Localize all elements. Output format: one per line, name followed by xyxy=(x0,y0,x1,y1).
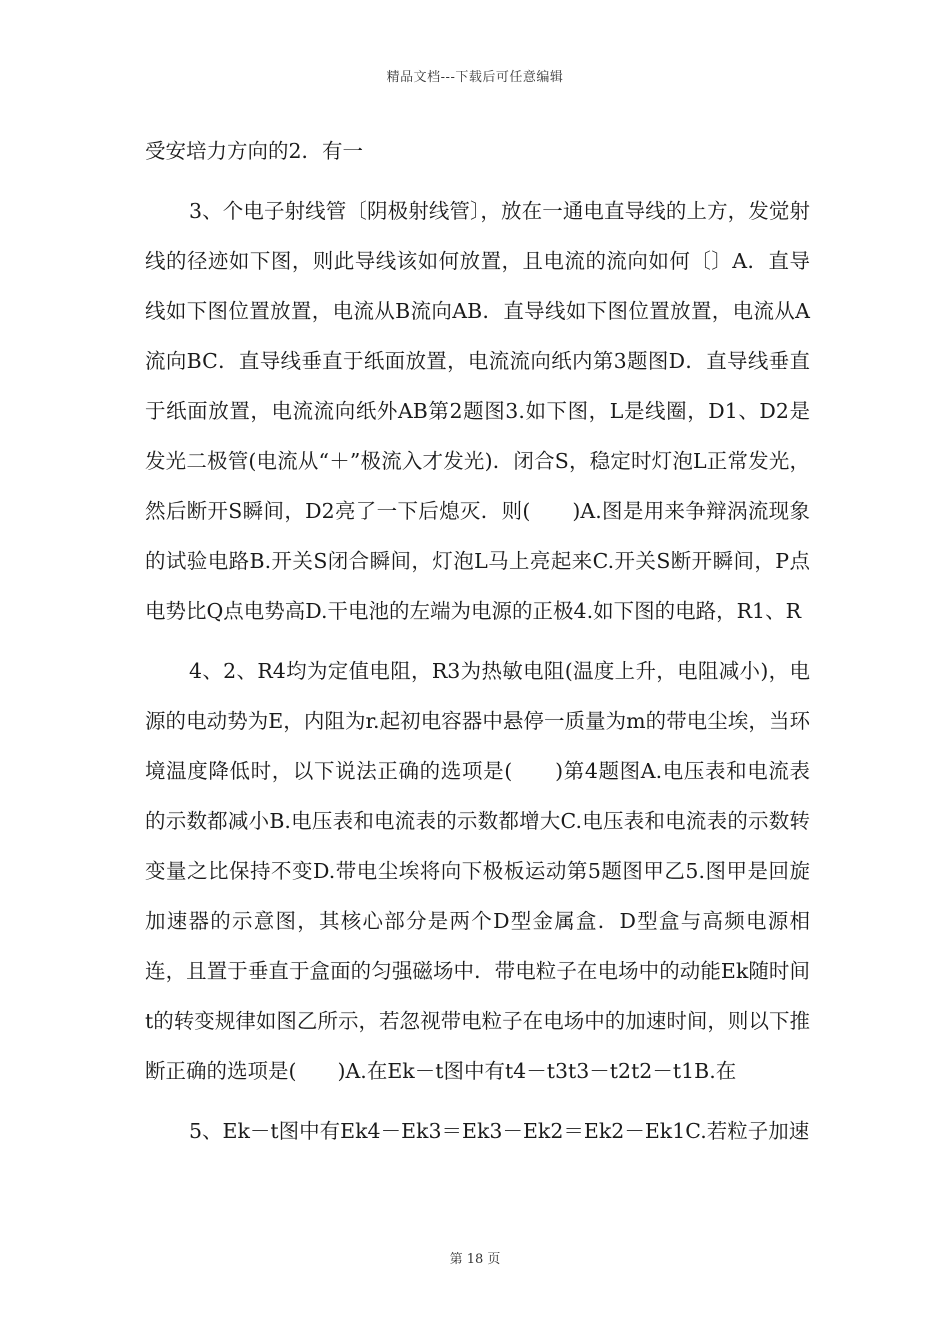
document-body xyxy=(145,126,810,1156)
paragraph: 受安培力方向的2．有一 xyxy=(145,139,364,163)
paragraph: 4、2、R4均为定值电阻，R3为热敏电阻(温度上升，电阻减小)，电源的电动势为E，内阻为r.起初电容器中悬停一质量为m的带电尘埃，当环境温度降低时，以下说法正确的选项是( )第4题图A.电压表和电流表的示数都减小B.电压表和电流表的示数都增大C.电压表和电流表的示数转变量之比保持不变D.带电尘埃将向下极板运动第5题图甲乙5.图甲是回旋加速器的示意图，其核心部分是两个D型金属盒．D型盒与高频电源相连，且置于垂直于盒面的匀强磁场中．带电粒子在电场中的动能Ek随时间t的转变规律如图乙所示，若忽视带电粒子在电场中的加速时间，则以下推断正确的选项是( )A.在Ek－t图中有t4－t3t3－t2t2－t1B.在 xyxy=(145,659,810,1083)
page-header: 精品文档---下载后可任意编辑 xyxy=(386,70,564,85)
paragraph: 3、个电子射线管〔阴极射线管〕，放在一通电直导线的上方，发觉射线的径迹如下图，则此导线该如何放置，且电流的流向如何〔〕A．直导线如下图位置放置，电流从B流向AB．直导线如下图位置放置，电流从A流向BC．直导线垂直于纸面放置，电流流向纸内第3题图D．直导线垂直于纸面放置，电流流向纸外AB第2题图3.如下图，L是线圈，D1、D2是发光二极管(电流从“＋”极流入才发光)．闭合S，稳定时灯泡L正常发光，然后断开S瞬间，D2亮了一下后熄灭．则( )A.图是用来争辩涡流现象的试验电路B.开关S闭合瞬间，灯泡L马上亮起来C.开关S断开瞬间，P点电势比Q点电势高D.干电池的左端为电源的正极4.如下图的电路，R1、R xyxy=(145,199,810,623)
paragraph: 5、Ek－t图中有Ek4－Ek3＝Ek3－Ek2＝Ek2－Ek1C.若粒子加速 xyxy=(189,1119,810,1143)
page-number: 第 18 页 xyxy=(449,1252,501,1267)
